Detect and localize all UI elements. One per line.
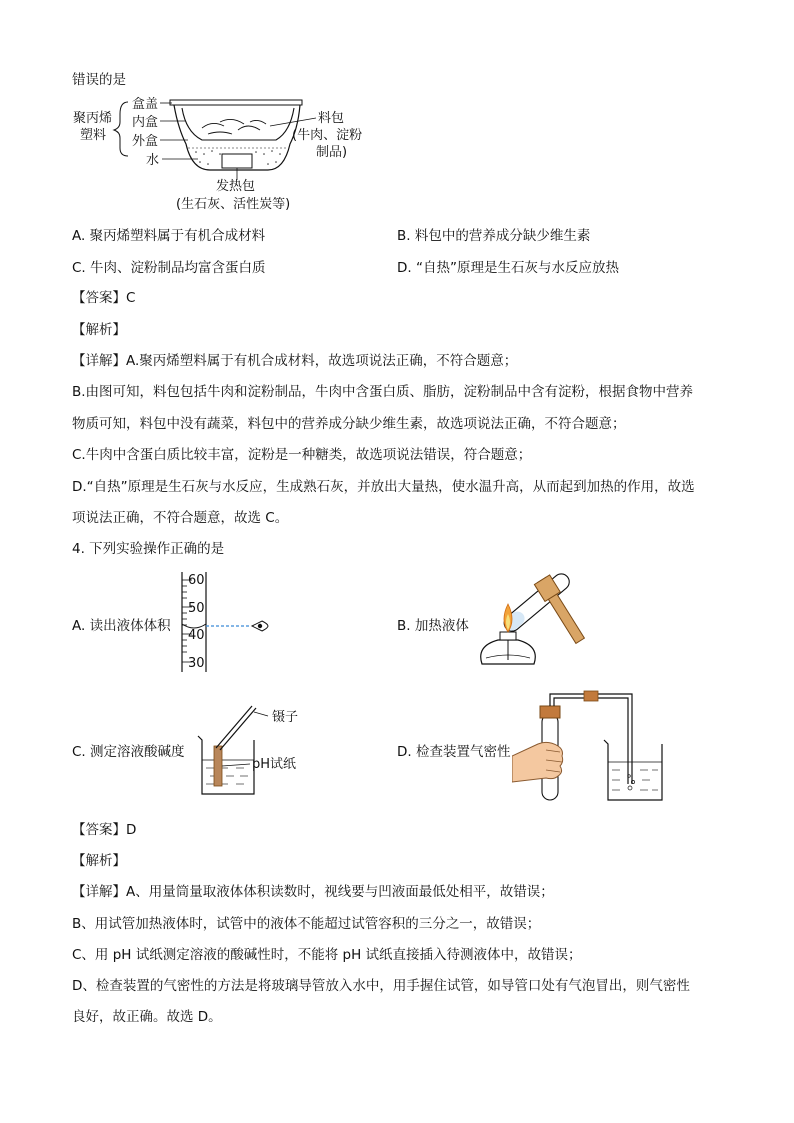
detail-line: 【详解】A.聚丙烯塑料属于有机合成材料，故选项说法正确，不符合题意； bbox=[72, 353, 518, 369]
detail-line: B.由图可知，料包包括牛肉和淀粉制品，牛肉中含蛋白质、脂肪，淀粉制品中含有淀粉，根据食物中营养 bbox=[72, 384, 694, 400]
label-tweezers: 镊子 bbox=[272, 710, 299, 725]
option-c: C. 测定溶液酸碱度 bbox=[72, 744, 185, 760]
analysis-label: 【解析】 bbox=[72, 853, 126, 869]
self-heating-box-figure bbox=[70, 92, 370, 214]
option-d: D. 检查装置气密性 bbox=[397, 744, 511, 760]
option-a: A. 聚丙烯塑料属于有机合成材料 bbox=[72, 228, 266, 244]
label-outer-box: 外盒 bbox=[132, 134, 159, 149]
detail-line: 物质可知，料包中没有蔬菜，料包中的营养成分缺少维生素，故选项说法正确，不符合题意； bbox=[72, 416, 626, 432]
tick-label: 50 bbox=[188, 601, 205, 616]
detail-line: C、用 pH 试纸测定溶液的酸碱性时，不能将 pH 试纸直接插入待测液体中，故错误； bbox=[72, 947, 582, 963]
detail-line: B、用试管加热液体时，试管中的液体不能超过试管容积的三分之一，故错误； bbox=[72, 916, 541, 932]
tick-label: 30 bbox=[188, 656, 205, 671]
label-ph-paper: pH试纸 bbox=[252, 757, 297, 772]
label-plastic: 塑料 bbox=[80, 128, 107, 143]
ph-test-figure bbox=[194, 698, 314, 798]
label-heater: 发热包 bbox=[216, 179, 256, 194]
label-polypropylene: 聚丙烯 bbox=[73, 111, 113, 126]
label-packet-desc-1: (牛肉、淀粉 bbox=[292, 128, 363, 143]
detail-line: C.牛肉中含蛋白质比较丰富，淀粉是一种糖类，故选项说法错误，符合题意； bbox=[72, 447, 532, 463]
label-packet: 料包 bbox=[318, 111, 345, 126]
airtightness-figure bbox=[512, 684, 682, 804]
question-stem: 错误的是 bbox=[72, 72, 126, 88]
detail-line: D.“自热”原理是生石灰与水反应，生成熟石灰，并放出大量热，使水温升高，从而起到加热的作用，故选 bbox=[72, 479, 695, 495]
heating-liquid-figure bbox=[468, 564, 598, 684]
graduated-cylinder-figure bbox=[176, 570, 276, 674]
option-b: B. 加热液体 bbox=[397, 618, 469, 634]
detail-line: D、检查装置的气密性的方法是将玻璃导管放入水中，用手握住试管，如导管口处有气泡冒出，则气密性 bbox=[72, 978, 690, 994]
detail-line: 良好，故正确。故选 D。 bbox=[72, 1009, 222, 1025]
option-c: C. 牛肉、淀粉制品均富含蛋白质 bbox=[72, 260, 266, 276]
label-heater-desc: (生石灰、活性炭等) bbox=[176, 197, 291, 212]
answer: 【答案】C bbox=[72, 290, 136, 306]
answer: 【答案】D bbox=[72, 822, 137, 838]
detail-line: 【详解】A、用量筒量取液体体积读数时，视线要与凹液面最低处相平，故错误； bbox=[72, 884, 554, 900]
option-a: A. 读出液体体积 bbox=[72, 618, 171, 634]
label-inner-box: 内盒 bbox=[132, 115, 159, 130]
analysis-label: 【解析】 bbox=[72, 322, 126, 338]
tick-label: 60 bbox=[188, 573, 205, 588]
label-packet-desc-2: 制品) bbox=[316, 145, 348, 160]
tick-label: 40 bbox=[188, 628, 205, 643]
question-stem: 4. 下列实验操作正确的是 bbox=[72, 541, 225, 557]
option-b: B. 料包中的营养成分缺少维生素 bbox=[397, 228, 591, 244]
detail-line: 项说法正确，不符合题意，故选 C。 bbox=[72, 510, 289, 526]
label-water: 水 bbox=[146, 153, 160, 168]
option-d: D. “自热”原理是生石灰与水反应放热 bbox=[397, 260, 619, 276]
label-lid: 盒盖 bbox=[132, 97, 159, 112]
